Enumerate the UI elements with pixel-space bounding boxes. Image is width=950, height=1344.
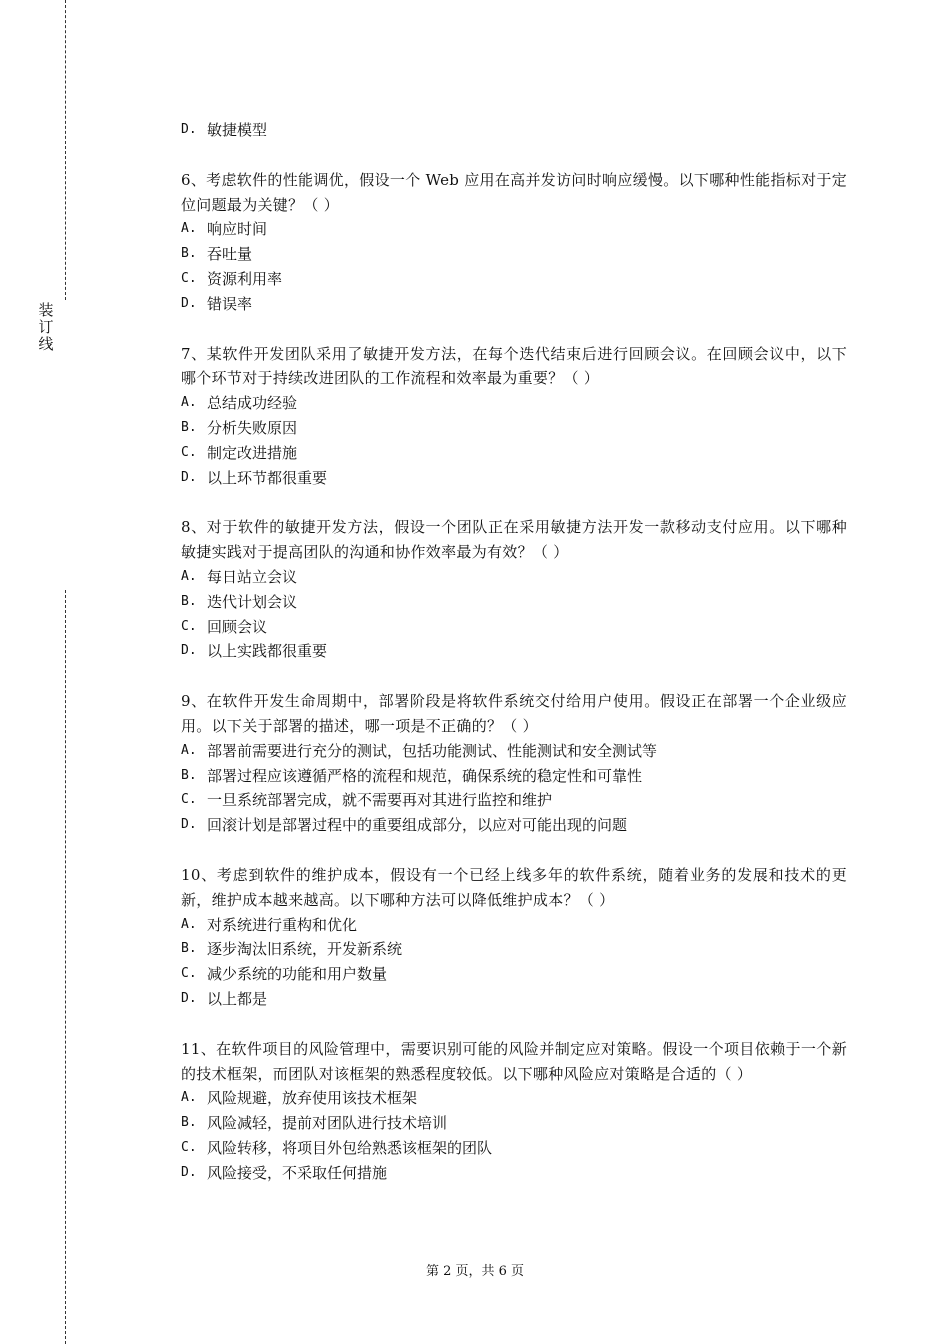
answer-option (181, 913, 847, 938)
option-letter: D. (181, 817, 197, 833)
option-text: 风险规避，放弃使用该技术框架 (207, 1089, 418, 1108)
answer-option (181, 1086, 847, 1111)
option-letter: B. (181, 246, 197, 262)
binding-char: 线 (38, 335, 54, 353)
answer-option (181, 788, 847, 813)
option-text: 减少系统的功能和用户数量 (207, 965, 388, 984)
option-text: 资源利用率 (207, 269, 283, 288)
option-text: 吞吐量 (207, 245, 253, 264)
option-letter: A. (181, 395, 197, 411)
question-block (181, 342, 847, 491)
answer-option (181, 267, 847, 292)
option-letter: D. (181, 643, 197, 659)
option-text: 错误率 (207, 294, 253, 313)
answer-option (181, 987, 847, 1012)
option-letter: C. (181, 1139, 197, 1155)
option-text: 风险接受，不采取任何措施 (207, 1163, 388, 1182)
answer-option (181, 217, 847, 242)
option-letter: D. (181, 295, 197, 311)
option-text: 逐步淘汰旧系统，开发新系统 (207, 940, 403, 959)
question-block (181, 515, 847, 664)
option-letter: D. (181, 990, 197, 1006)
question-text: 7、某软件开发团队采用了敏捷开发方法，在每个迭代结束后进行回顾会议。在回顾会议中，以下哪个环节对于持续改进团队的工作流程和效率最为重要？（ ） (181, 344, 847, 388)
answer-option (181, 590, 847, 615)
option-text: 回滚计划是部署过程中的重要组成部分，以应对可能出现的问题 (207, 816, 628, 835)
question-block (181, 168, 847, 317)
answer-option (181, 391, 847, 416)
option-letter: B. (181, 941, 197, 957)
answer-option (181, 615, 847, 640)
answer-option (181, 441, 847, 466)
option-letter: D. (181, 1164, 197, 1180)
option-letter: C. (181, 792, 197, 808)
question-block (181, 1037, 847, 1186)
answer-option (181, 962, 847, 987)
question-block (181, 689, 847, 838)
answer-option (181, 739, 847, 764)
option-letter: B. (181, 419, 197, 435)
option-letter: D. (181, 122, 197, 137)
option-letter: C. (181, 444, 197, 460)
option-text: 部署过程应该遵循严格的流程和规范，确保系统的稳定性和可靠性 (207, 766, 643, 785)
questions-container (181, 168, 847, 1186)
answer-option (181, 1161, 847, 1186)
answer-option (181, 466, 847, 491)
answer-option (181, 1136, 847, 1161)
binding-char: 装 (38, 301, 54, 319)
question-text: 8、对于软件的敏捷开发方法，假设一个团队正在采用敏捷方法开发一款移动支付应用。以下哪种敏捷实践对于提高团队的沟通和协作效率最为有效？（ ） (181, 518, 847, 562)
answer-option (181, 764, 847, 789)
option-text: 回顾会议 (207, 617, 268, 636)
question-text: 10、考虑到软件的维护成本，假设有一个已经上线多年的软件系统，随着业务的发展和技术的更新，维护成本越来越高。以下哪种方法可以降低维护成本？（ ） (181, 865, 847, 909)
option-text: 风险转移，将项目外包给熟悉该框架的团队 (207, 1138, 493, 1157)
option-letter: A. (181, 1090, 197, 1106)
option-text: 风险减轻，提前对团队进行技术培训 (207, 1114, 448, 1133)
answer-option (181, 292, 847, 317)
option-letter: A. (181, 742, 197, 758)
question-text: 9、在软件开发生命周期中，部署阶段是将软件系统交付给用户使用。假设正在部署一个企业级应用。以下关于部署的描述，哪一项是不正确的？（ ） (181, 692, 847, 735)
option-text: 对系统进行重构和优化 (207, 915, 358, 934)
option-text: 每日站立会议 (207, 567, 298, 586)
answer-option (181, 1111, 847, 1136)
option-letter: D. (181, 469, 197, 485)
option-text: 部署前需要进行充分的测试，包括功能测试、性能测试和安全测试等 (207, 741, 658, 760)
binding-char: 订 (38, 318, 54, 336)
answer-option (181, 565, 847, 590)
option-letter: A. (181, 221, 197, 237)
question-block (181, 863, 847, 1012)
binding-label (36, 302, 56, 353)
option-text: 以上实践都很重要 (207, 642, 328, 661)
option-text: 总结成功经验 (207, 394, 298, 413)
option-letter: B. (181, 593, 197, 609)
option-letter: A. (181, 568, 197, 584)
option-text: 一旦系统部署完成，就不需要再对其进行监控和维护 (207, 791, 553, 810)
option-letter: C. (181, 618, 197, 634)
option-text: 分析失败原因 (207, 418, 298, 437)
option-text: 响应时间 (207, 220, 268, 239)
answer-option (181, 813, 847, 838)
option-letter: A. (181, 916, 197, 932)
option-letter: B. (181, 1115, 197, 1131)
lead-option (181, 118, 847, 143)
option-text: 以上环节都很重要 (207, 468, 328, 487)
option-letter: C. (181, 966, 197, 982)
binding-line-bottom (65, 590, 66, 1344)
option-letter: C. (181, 270, 197, 286)
answer-option (181, 242, 847, 267)
binding-line-top (65, 0, 66, 300)
question-text: 11、在软件项目的风险管理中，需要识别可能的风险并制定应对策略。假设一个项目依赖于一个新的技术框架，而团队对该框架的熟悉程度较低。以下哪种风险应对策略是合适的（ ） (181, 1039, 847, 1083)
option-text: 迭代计划会议 (207, 592, 298, 611)
question-text: 6、考虑软件的性能调优，假设一个 Web 应用在高并发访问时响应缓慢。以下哪种性能指标对于定位问题最为关键？（ ） (181, 170, 847, 214)
option-letter: B. (181, 767, 197, 783)
option-text: 敏捷模型 (207, 121, 268, 139)
question-list (181, 118, 847, 1210)
option-text: 制定改进措施 (207, 443, 298, 462)
page-footer: 第 2 页，共 6 页 (425, 1264, 525, 1279)
answer-option (181, 416, 847, 441)
answer-option (181, 937, 847, 962)
answer-option (181, 639, 847, 664)
option-text: 以上都是 (207, 989, 268, 1008)
